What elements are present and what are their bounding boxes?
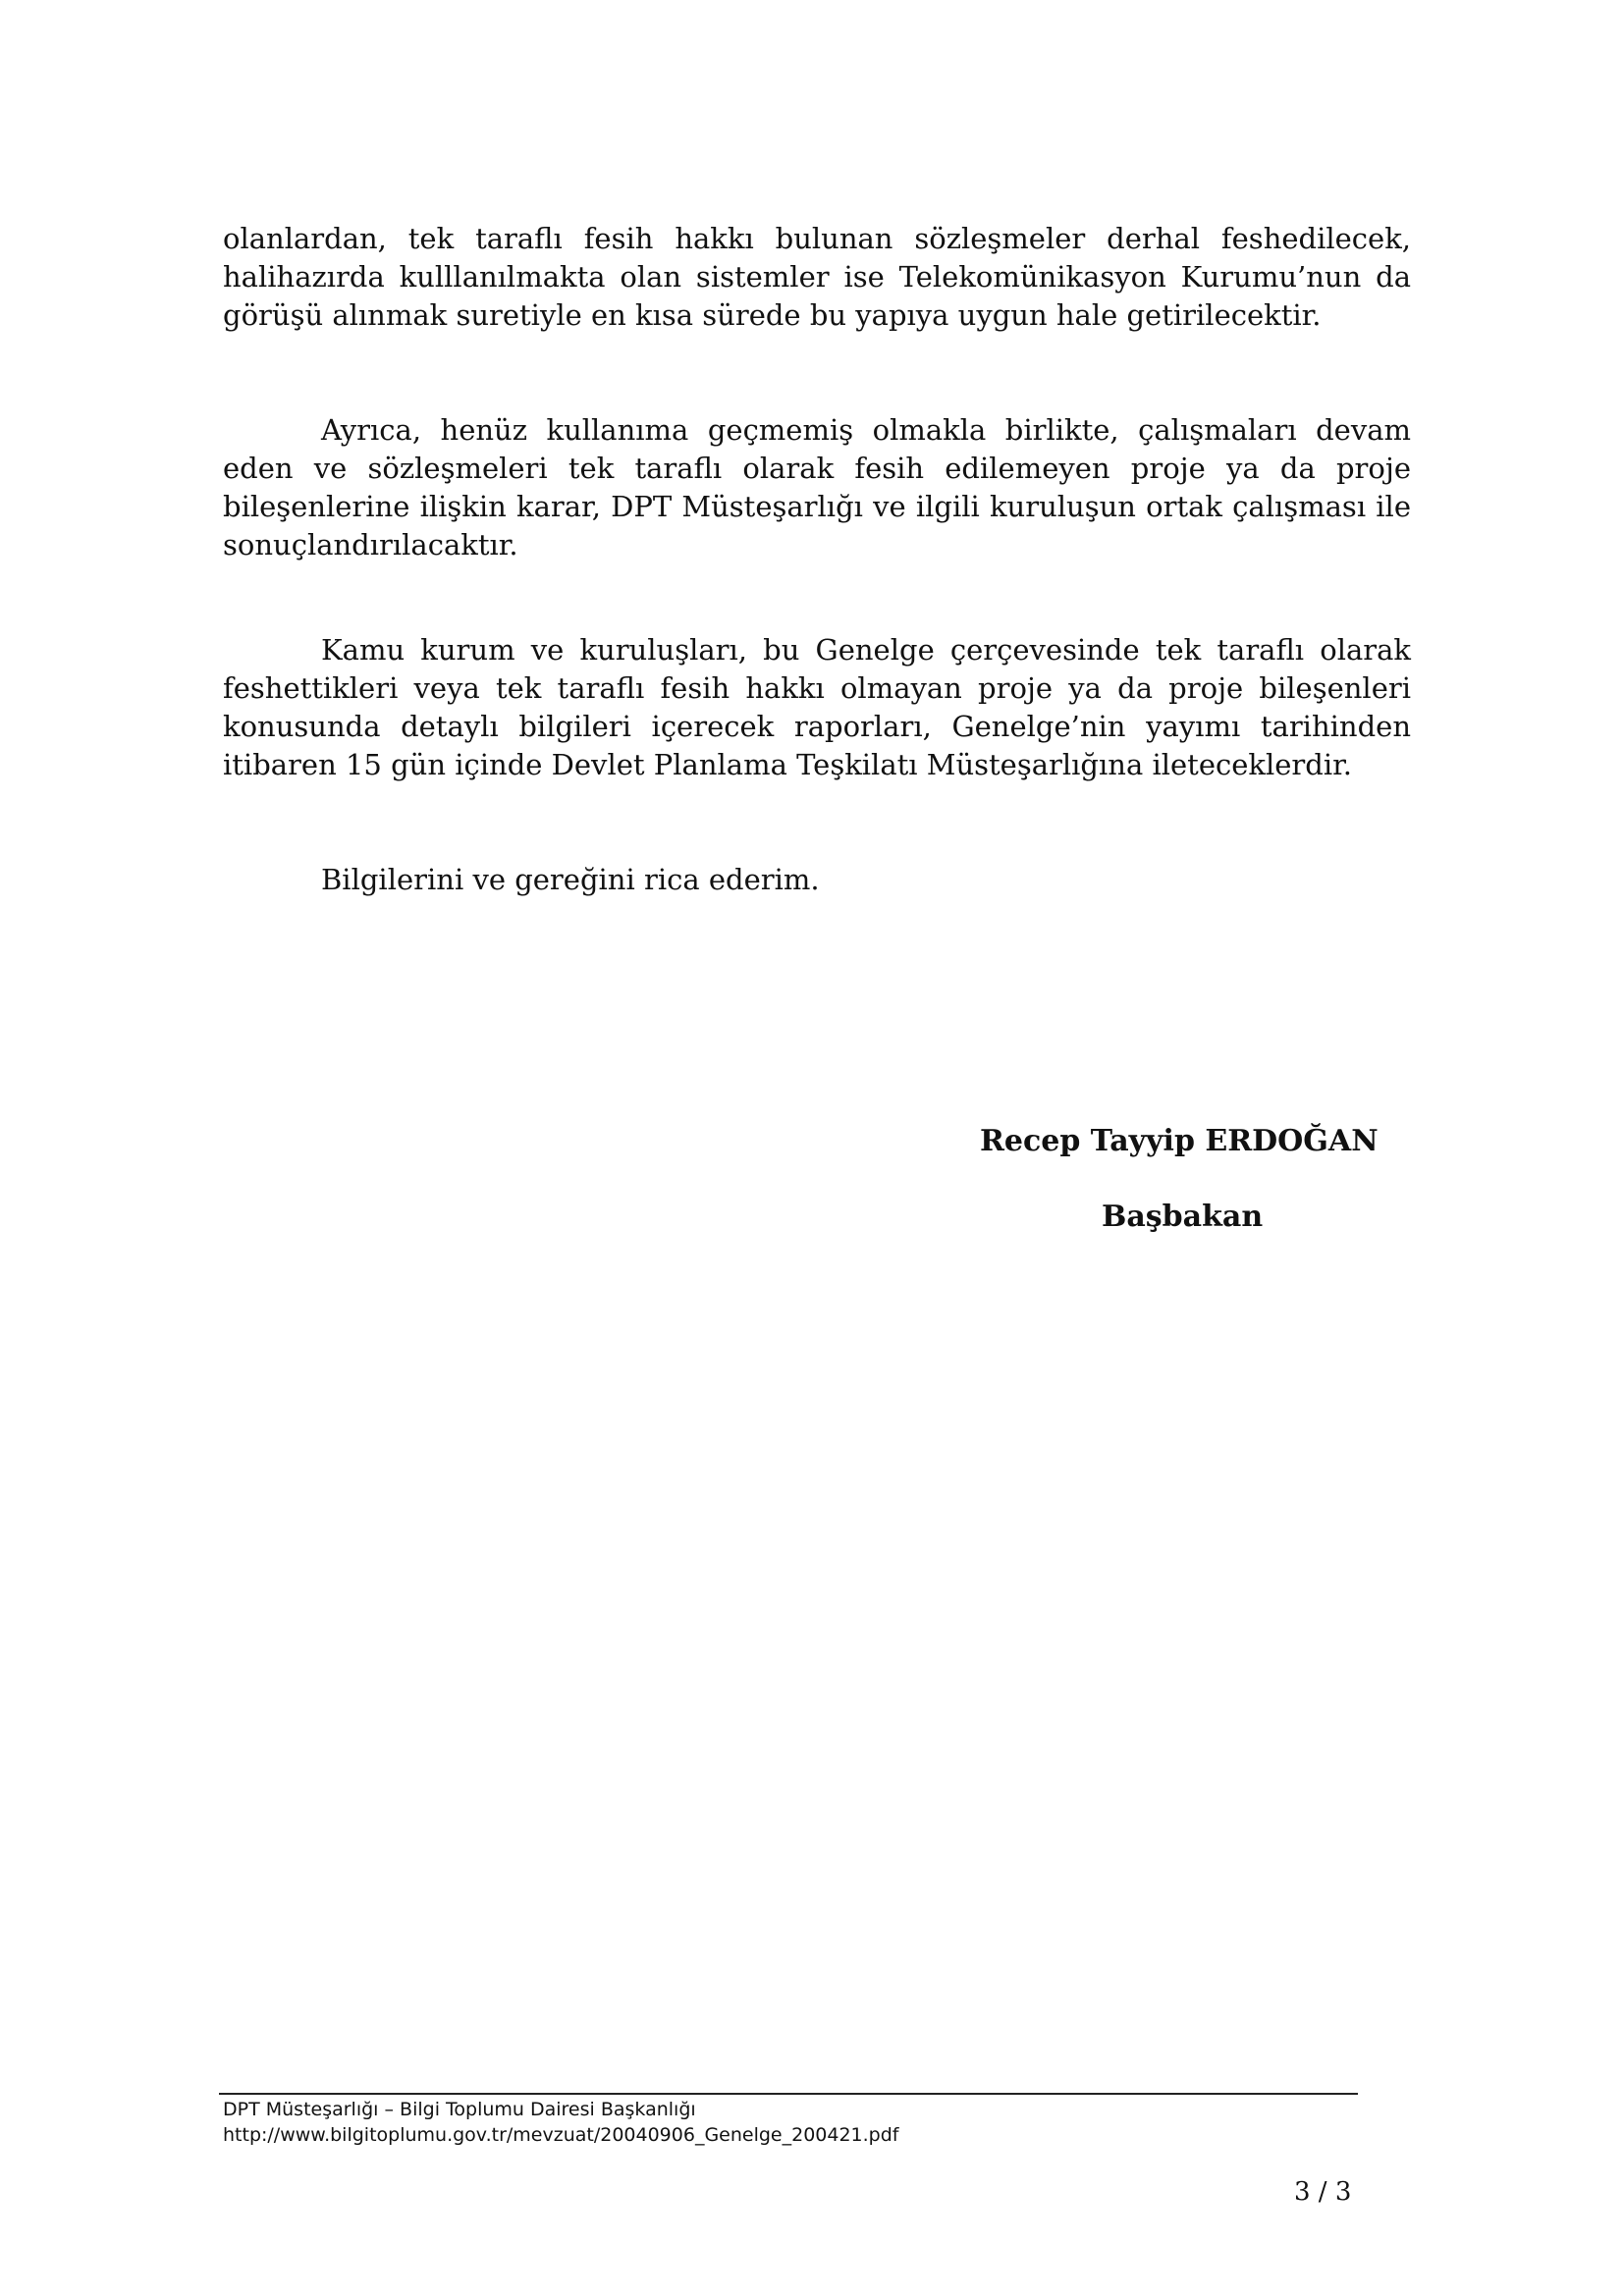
paragraph-closing: Bilgilerini ve gereğini rica ederim. (321, 863, 820, 896)
paragraph-continuation: olanlardan, tek taraflı fesih hakkı bulunan sözleşmeler derhal feshedilecek, halihazırda kulllanılmakta olan sistemler ise Telekomünikasyon Kurumu’nun da görüşü alınmak suretiyle en kısa sürede bu yapıya uygun hale getirilecektir. (223, 222, 1411, 332)
signature-title: Başbakan (1102, 1200, 1264, 1234)
paragraph-project-decision: Ayrıca, henüz kullanıma geçmemiş olmakla birlikte, çalışmaları devam eden ve sözleşmeleri tek taraflı olarak fesih edilemeyen proje ya da proje bileşenlerine ilişkin karar, DPT Müsteşarlığı ve ilgili kuruluşun ortak çalışması ile sonuçlandırılacaktır. (223, 413, 1411, 561)
signature-name: Recep Tayyip ERDOĞAN (980, 1124, 1379, 1158)
page-number: 3 / 3 (1294, 2177, 1352, 2207)
footer-url: http://www.bilgitoplumu.gov.tr/mevzuat/20040906_Genelge_200421.pdf (223, 2124, 899, 2146)
footer-organization: DPT Müsteşarlığı – Bilgi Toplumu Dairesi Başkanlığı (223, 2099, 696, 2120)
footer-divider (219, 2093, 1358, 2095)
paragraph-reporting-requirement: Kamu kurum ve kuruluşları, bu Genelge çerçevesinde tek taraflı olarak feshettikleri veya tek taraflı fesih hakkı olmayan proje ya da proje bileşenleri konusunda detaylı bilgileri içerecek raporları, Genelge’nin yayımı tarihinden itibaren 15 gün içinde Devlet Planlama Teşkilatı Müsteşarlığına ileteceklerdir. (223, 633, 1411, 781)
